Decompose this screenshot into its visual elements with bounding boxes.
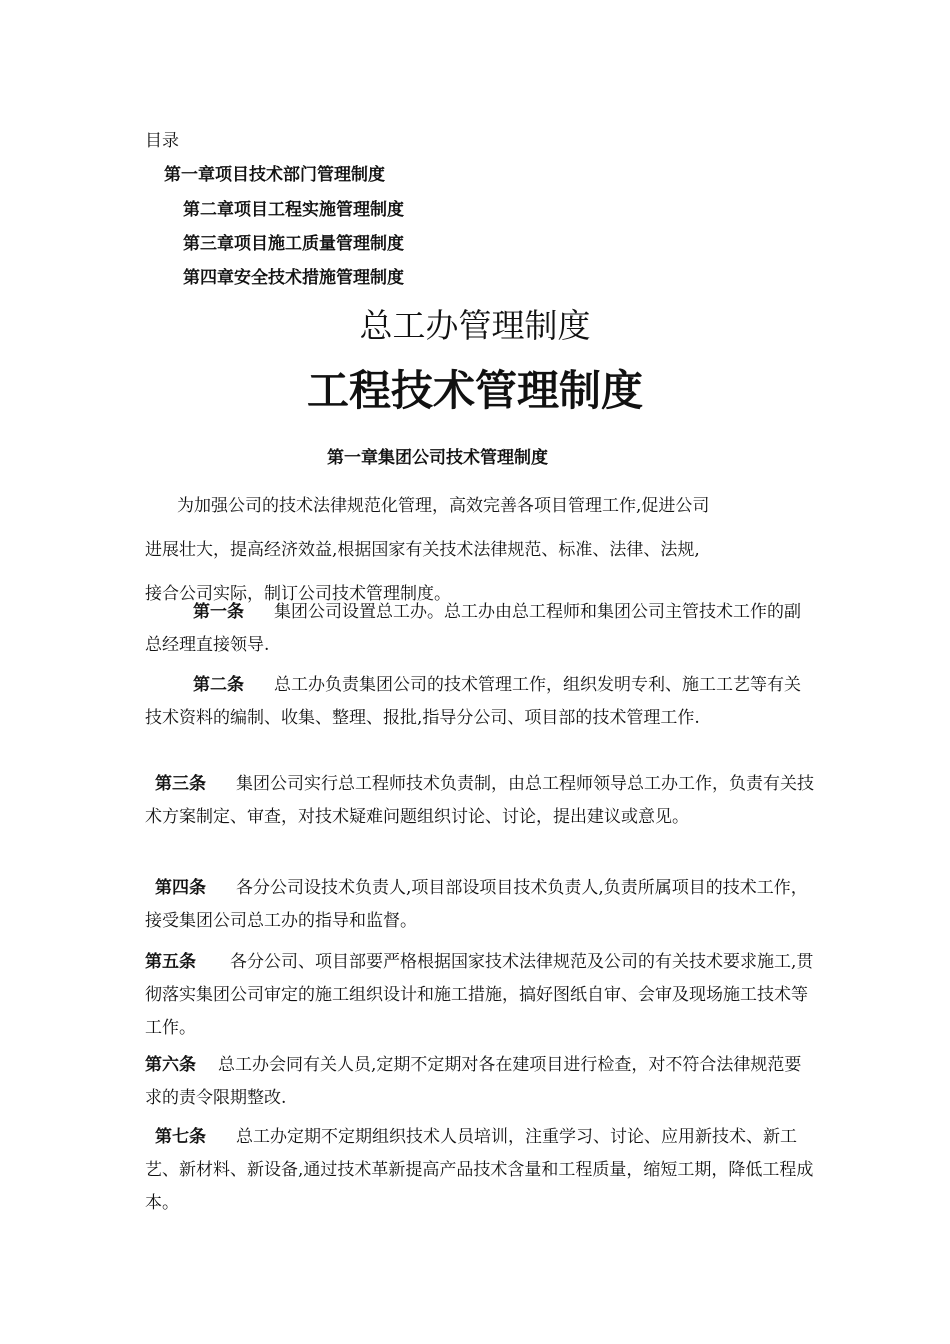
article-text: 总工办负责集团公司的技术管理工作，组织发明专利、施工工艺等有关技术资料的编制、收集、整理、报批,指导分公司、项目部的技术管理工作.: [145, 675, 801, 728]
article-1: [145, 596, 815, 662]
article-text: 集团公司实行总工程师技术负责制，由总工程师领导总工办工作，负责有关技术方案制定、审查，对技术疑难问题组织讨论、讨论，提出建议或意见。: [145, 774, 814, 827]
article-label: 第二条: [193, 675, 244, 695]
article-label: 第三条: [155, 774, 206, 794]
article-text: 各分公司设技术负责人,项目部设项目技术负责人,负责所属项目的技术工作，接受集团公司总工办的指导和监督。: [145, 878, 808, 931]
toc-title: 目录: [145, 131, 179, 151]
main-title: 工程技术管理制度: [306, 366, 643, 415]
article-5: [145, 946, 815, 1045]
toc-item-chapter-3: 第三章项目施工质量管理制度: [183, 234, 404, 254]
chapter-heading: 第一章集团公司技术管理制度: [327, 448, 548, 468]
article-text: 总工办定期不定期组织技术人员培训，注重学习、讨论、应用新技术、新工艺、新材料、新设备,通过技术革新提高产品技术含量和工程质量，缩短工期，降低工程成本。: [145, 1127, 814, 1213]
intro-line: 为加强公司的技术法律规范化管理，高效完善各项目管理工作,促进公司: [177, 496, 710, 516]
article-6: [145, 1049, 815, 1115]
article-text: 总工办会同有关人员,定期不定期对各在建项目进行检查，对不符合法律规范要求的责令限期整改.: [145, 1055, 802, 1108]
article-label: 第一条: [193, 602, 244, 622]
article-3: [145, 768, 815, 834]
toc-item-chapter-4: 第四章安全技术措施管理制度: [183, 268, 404, 288]
office-heading: 总工办管理制度: [359, 306, 591, 345]
article-4: [145, 872, 815, 938]
intro-line: 进展壮大，提高经济效益,根据国家有关技术法律规范、标准、法律、法规,: [145, 540, 700, 560]
article-label: 第七条: [155, 1127, 206, 1147]
intro-line: 接合公司实际，制订公司技术管理制度。: [145, 584, 451, 604]
article-2: [145, 669, 815, 735]
article-text: 集团公司设置总工办。总工办由总工程师和集团公司主管技术工作的副总经理直接领导.: [145, 602, 801, 655]
article-label: 第六条: [145, 1055, 196, 1075]
toc-item-chapter-1: 第一章项目技术部门管理制度: [164, 165, 385, 185]
toc-item-chapter-2: 第二章项目工程实施管理制度: [183, 200, 404, 220]
article-label: 第五条: [145, 952, 196, 972]
article-7: [145, 1121, 815, 1220]
article-label: 第四条: [155, 878, 206, 898]
article-text: 各分公司、项目部要严格根据国家技术法律规范及公司的有关技术要求施工,贯彻落实集团公司审定的施工组织设计和施工措施，搞好图纸自审、会审及现场施工技术等工作。: [145, 952, 814, 1038]
